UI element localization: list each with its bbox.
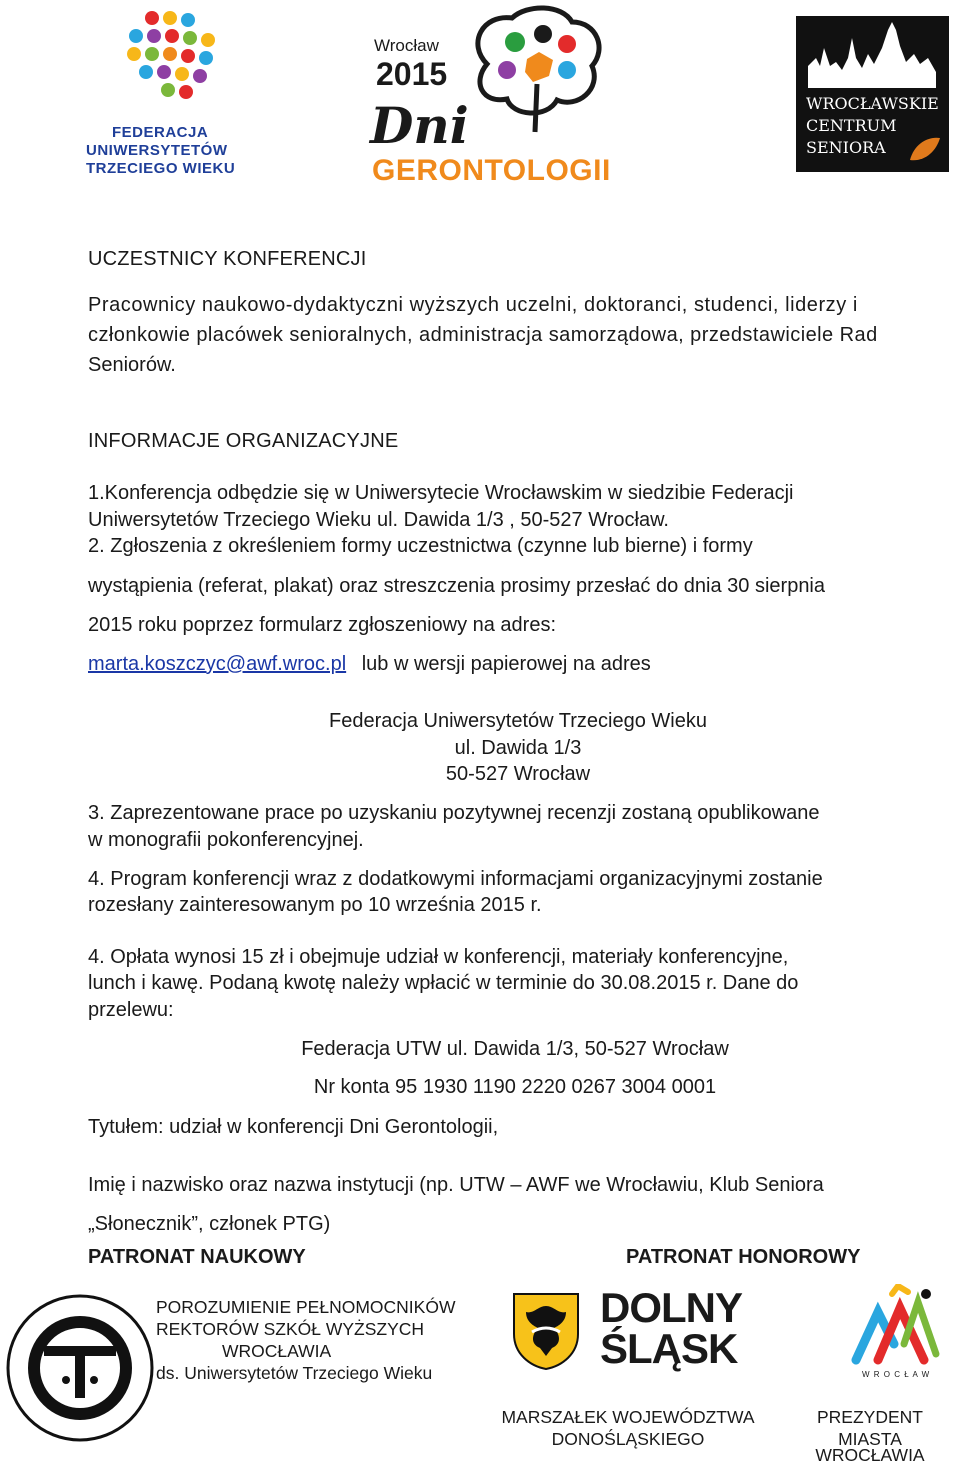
- futw-name-line1: FEDERACJA: [112, 124, 209, 141]
- info-p3-line2: w monografii pokonferencyjnej.: [88, 829, 364, 851]
- info-p5-line2: lunch i kawę. Podaną kwotę należy wpłacić w terminie do 30.08.2015 r. Dane do: [88, 972, 799, 994]
- futw-name-line3: TRZECIEGO WIEKU: [86, 160, 236, 177]
- wroclaw-logo-icon: [848, 1284, 944, 1366]
- dni-city: Wrocław: [374, 36, 439, 55]
- name-line2: „Słonecznik”, członek PTG): [88, 1213, 331, 1235]
- marszalek-line1: MARSZAŁEK WOJEWÓDZTWA: [501, 1407, 755, 1427]
- email-line: [88, 651, 651, 677]
- wcs-line3: SENIORA: [806, 138, 886, 157]
- participants-line2: członkowie placówek senioralnych, administracja samorządowa, przedstawiciele Rad: [88, 324, 878, 346]
- porozumienie-line1: POROZUMIENIE PEŁNOMOCNIKÓW: [156, 1297, 456, 1317]
- info-p5-line3: przelewu:: [88, 999, 174, 1021]
- patronat-naukowy-heading: PATRONAT NAUKOWY: [88, 1246, 306, 1268]
- dni-year: 2015: [376, 56, 448, 92]
- ptg-emblem-icon: [0, 1286, 156, 1446]
- info-heading: INFORMACJE ORGANIZACYJNE: [88, 430, 399, 452]
- prezydent-line3: WROCŁAWIA: [815, 1445, 925, 1465]
- futw-logo: [84, 6, 244, 186]
- email-after-text: lub w wersji papierowej na adres: [361, 653, 651, 675]
- porozumienie-line2: REKTORÓW SZKÓŁ WYŻSZYCH: [156, 1319, 425, 1339]
- autumn-leaf-icon: [906, 134, 942, 164]
- dni-gerontologii-word: GERONTOLOGII: [372, 154, 611, 187]
- info-p2-line3: 2015 roku poprzez formularz zgłoszeniowy na adres:: [88, 614, 557, 636]
- info-p4-line1: 4. Program konferencji wraz z dodatkowymi informacjami organizacyjnymi zostanie: [88, 868, 823, 890]
- futw-name-line2: UNIWERSYTETÓW: [86, 142, 228, 159]
- ptg-logo: [0, 1286, 156, 1446]
- cathedral-skyline-icon: [796, 18, 949, 90]
- wroclaw-city-logo: [848, 1284, 944, 1384]
- patronat-honorowy-heading: PATRONAT HONOROWY: [626, 1246, 861, 1268]
- marszalek-line2: DONOŚLĄSKIEGO: [551, 1429, 705, 1449]
- name-line1: Imię i nazwisko oraz nazwa instytucji (np. UTW – AWF we Wrocławiu, Klub Seniora: [88, 1174, 824, 1196]
- info-p3-line1: 3. Zaprezentowane prace po uzyskaniu pozytywnej recenzji zostaną opublikowane: [88, 802, 820, 824]
- porozumienie-line3: WROCŁAWIA: [222, 1341, 332, 1361]
- futw-dots-icon: [112, 6, 222, 116]
- dni-gerontologii-logo: [362, 4, 622, 194]
- email-link[interactable]: marta.koszczyc@awf.wroc.pl: [88, 653, 347, 675]
- participants-line1: Pracownicy naukowo-dydaktyczni wyższych uczelni, doktoranci, studenci, liderzy i: [88, 294, 858, 316]
- prezydent-line2: MIASTA: [838, 1429, 902, 1449]
- wroclawskie-centrum-seniora-logo: [796, 16, 949, 172]
- eagle-shield-icon: [512, 1292, 580, 1370]
- info-p5-line1: 4. Opłata wynosi 15 zł i obejmuje udział w konferencji, materiały konferencyjne,: [88, 946, 789, 968]
- slask-word: ŚLĄSK: [600, 1325, 738, 1372]
- prezydent-line1: PREZYDENT: [817, 1407, 923, 1427]
- wcs-line1: WROCŁAWSKIE: [806, 94, 939, 113]
- participants-heading: UCZESTNICY KONFERENCJI: [88, 248, 367, 270]
- address-line3: 50-527 Wrocław: [445, 763, 591, 785]
- address-line2: ul. Dawida 1/3: [454, 737, 582, 759]
- wroclaw-logo-text: W R O C Ł A W: [862, 1370, 931, 1379]
- dolnoslaskie-coat-of-arms: [512, 1292, 580, 1370]
- dolny-word: DOLNY: [600, 1284, 742, 1331]
- address-line1: Federacja Uniwersytetów Trzeciego Wieku: [329, 710, 707, 732]
- info-p2-line1: 2. Zgłoszenia z określeniem formy uczestnictwa (czynne lub bierne) i formy: [88, 535, 753, 557]
- bank-recipient: Federacja UTW ul. Dawida 1/3, 50-527 Wrocław: [301, 1038, 729, 1060]
- info-p4-line2: rozesłany zainteresowanym po 10 września 2015 r.: [88, 894, 542, 916]
- bank-account: Nr konta 95 1930 1190 2220 0267 3004 0001: [313, 1076, 717, 1098]
- transfer-title: Tytułem: udział w konferencji Dni Gerontologii,: [88, 1116, 499, 1138]
- tree-crown-icon: [457, 4, 607, 134]
- dolny-slask-wordmark: [600, 1284, 742, 1372]
- dni-script-word: Dni: [370, 96, 469, 155]
- porozumienie-line4: ds. Uniwersytetów Trzeciego Wieku: [156, 1363, 433, 1383]
- info-p2-line2: wystąpienia (referat, plakat) oraz streszczenia prosimy przesłać do dnia 30 sierpnia: [88, 575, 826, 597]
- info-p1-line2: Uniwersytetów Trzeciego Wieku ul. Dawida 1/3 , 50-527 Wrocław.: [88, 509, 669, 531]
- wcs-line2: CENTRUM: [806, 116, 897, 135]
- info-p1-line1: 1.Konferencja odbędzie się w Uniwersytecie Wrocławskim w siedzibie Federacji: [88, 482, 794, 504]
- participants-line3: Seniorów.: [88, 354, 176, 376]
